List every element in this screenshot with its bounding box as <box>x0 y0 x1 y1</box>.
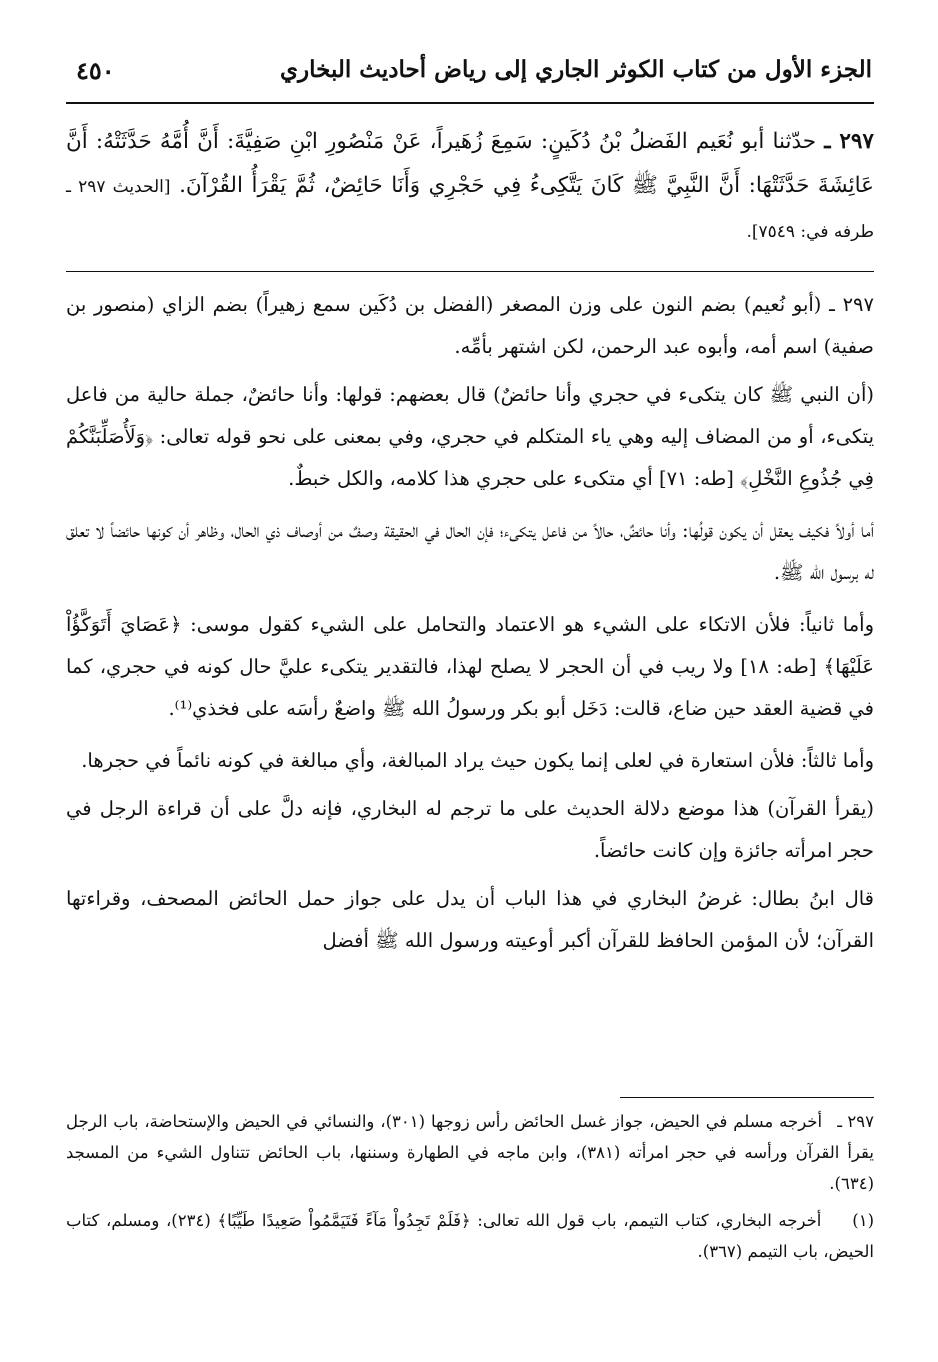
footnote <box>66 1106 874 1199</box>
hadith-number: ٢٩٧ ـ <box>824 129 874 154</box>
header-rule <box>66 102 874 104</box>
section-divider <box>66 271 874 272</box>
footnote-mark: ٢٩٧ ـ <box>837 1112 874 1131</box>
commentary-paragraph: ٢٩٧ ـ (أبو نُعيم) بضم النون على وزن المصغر (الفضل بن دُكَين سمع زهيراً) بضم الزاي (منصور بن صفية) اسم أمه، وأبوه عبد الرحمن، لكن اشتهر بأمِّه. <box>66 293 874 358</box>
hadith-text-block <box>66 120 874 254</box>
commentary-paragraph: قال ابنُ بطال: غرضُ البخاري في هذا الباب أن يدل على جواز حمل الحائض المصحف، وقراءتها القرآن؛ لأن المؤمن الحافظ للقرآن أكبر أوعيته ورسول الله ﷺ أفضل <box>66 887 874 952</box>
commentary-block <box>66 284 874 968</box>
running-header <box>66 56 872 100</box>
footnote-text: أخرجه البخاري، كتاب التيمم، باب قول الله تعالى: ﴿فَلَمْ تَجِدُواْ مَآءً فَتَيَمَّمُواْ صَعِيدًا طَيِّبًا﴾ (٢٣٤)، ومسلم، كتاب الحيض، باب التيمم (٣٦٧). <box>66 1211 874 1261</box>
commentary-paragraph: (أن النبي ﷺ كان يتكىء في حجري وأنا حائضٌ) قال بعضهم: قولها: وأنا حائضٌ، جملة حالية من فاعل يتكىء، أو من المضاف إليه وهي ياء المتكلم في حجري، وفي بمعنى على نحو قوله تعالى: ﴿وَلَأُصَلِّبَنَّكُمْ فِي جُذُوعِ النَّخْلِ﴾ [طه: ٧١] أي متكىء على حجري هذا كلامه، والكل خبطٌ. <box>66 383 874 490</box>
footnote <box>66 1205 874 1267</box>
commentary-paragraph: أما أولاً فكيف يعقل أن يكون قولُها: وأنا حائضٌ، حالاً من فاعل يتكىء؛ فإن الحال في الحقيقة وصفٌ من أوصاف ذي الحال، وظاهر أن كونها حائضاً لا تعلق له برسول الله ﷺ. <box>66 519 874 584</box>
footnote-mark: (١) <box>852 1211 874 1230</box>
commentary-paragraph: وأما ثالثاً: فلأن استعارة في لعلى إنما يكون حيث يراد المبالغة، وأي مبالغة في كونه نائماً في حجرها. <box>81 749 874 772</box>
hadith-text: حدّثنا أبو نُعَيم الفَضلُ بْنُ دُكَينٍ: سَمِعَ زُهَيراً، عَنْ مَنْصُورِ ابْنِ صَفِيَّةَ: أَنَّ أُمَّهُ حَدَّثَتْهُ: أَنَّ عَائِشَةَ حَدَّثَتْهَا: أَنَّ النَّبِيَّ ﷺ كَانَ يَتَّكِىءُ فِي حَجْرِي وَأَنَا حَائِضٌ، ثُمَّ يَقْرَأُ القُرْآنَ. <box>66 129 875 198</box>
commentary-paragraph: وأما ثانياً: فلأن الاتكاء على الشيء هو الاعتماد والتحامل على الشيء كقول موسى: ﴿عَصَايَ أَتَوَكَّؤُاْ عَلَيْهَا﴾ [طه: ١٨] ولا ريب في أن الحجر لا يصلح لهذا، فالتقدير يتكىء عليَّ حال كونه في حجري، كما في قضية العقد حين ضاع، قالت: دَخَل أبو بكر ورسولُ الله ﷺ واضعٌ رأسَه على فخذي⁽¹⁾. <box>66 613 874 720</box>
commentary-paragraph: (يقرأ القرآن) هذا موضع دلالة الحديث على ما ترجم له البخاري، فإنه دلَّ على أن قراءة الرجل في حجر امرأته جائزة وإن كانت حائضاً. <box>66 797 874 862</box>
running-title: الجزء الأول من كتاب الكوثر الجاري إلى رياض أحاديث البخاري <box>280 56 872 83</box>
page-number: ٤٥٠ <box>76 56 115 85</box>
footnote-rule <box>620 1097 874 1098</box>
footnotes-block <box>66 1106 874 1273</box>
footnote-text: أخرجه مسلم في الحيض، جواز غسل الحائض رأس زوجها (٣٠١)، والنسائي في الحيض والإستحاضة، باب الرجل يقرأ القرآن ورأسه في حجر امرأته (٣٨١)، وابن ماجه في الطهارة وسننها، باب الحائض تتناول الشيء من المسجد (٦٣٤). <box>66 1112 874 1193</box>
hadith-reference: [الحديث ٢٩٧ ـ طرفه في: ٧٥٤٩]. <box>66 177 874 242</box>
